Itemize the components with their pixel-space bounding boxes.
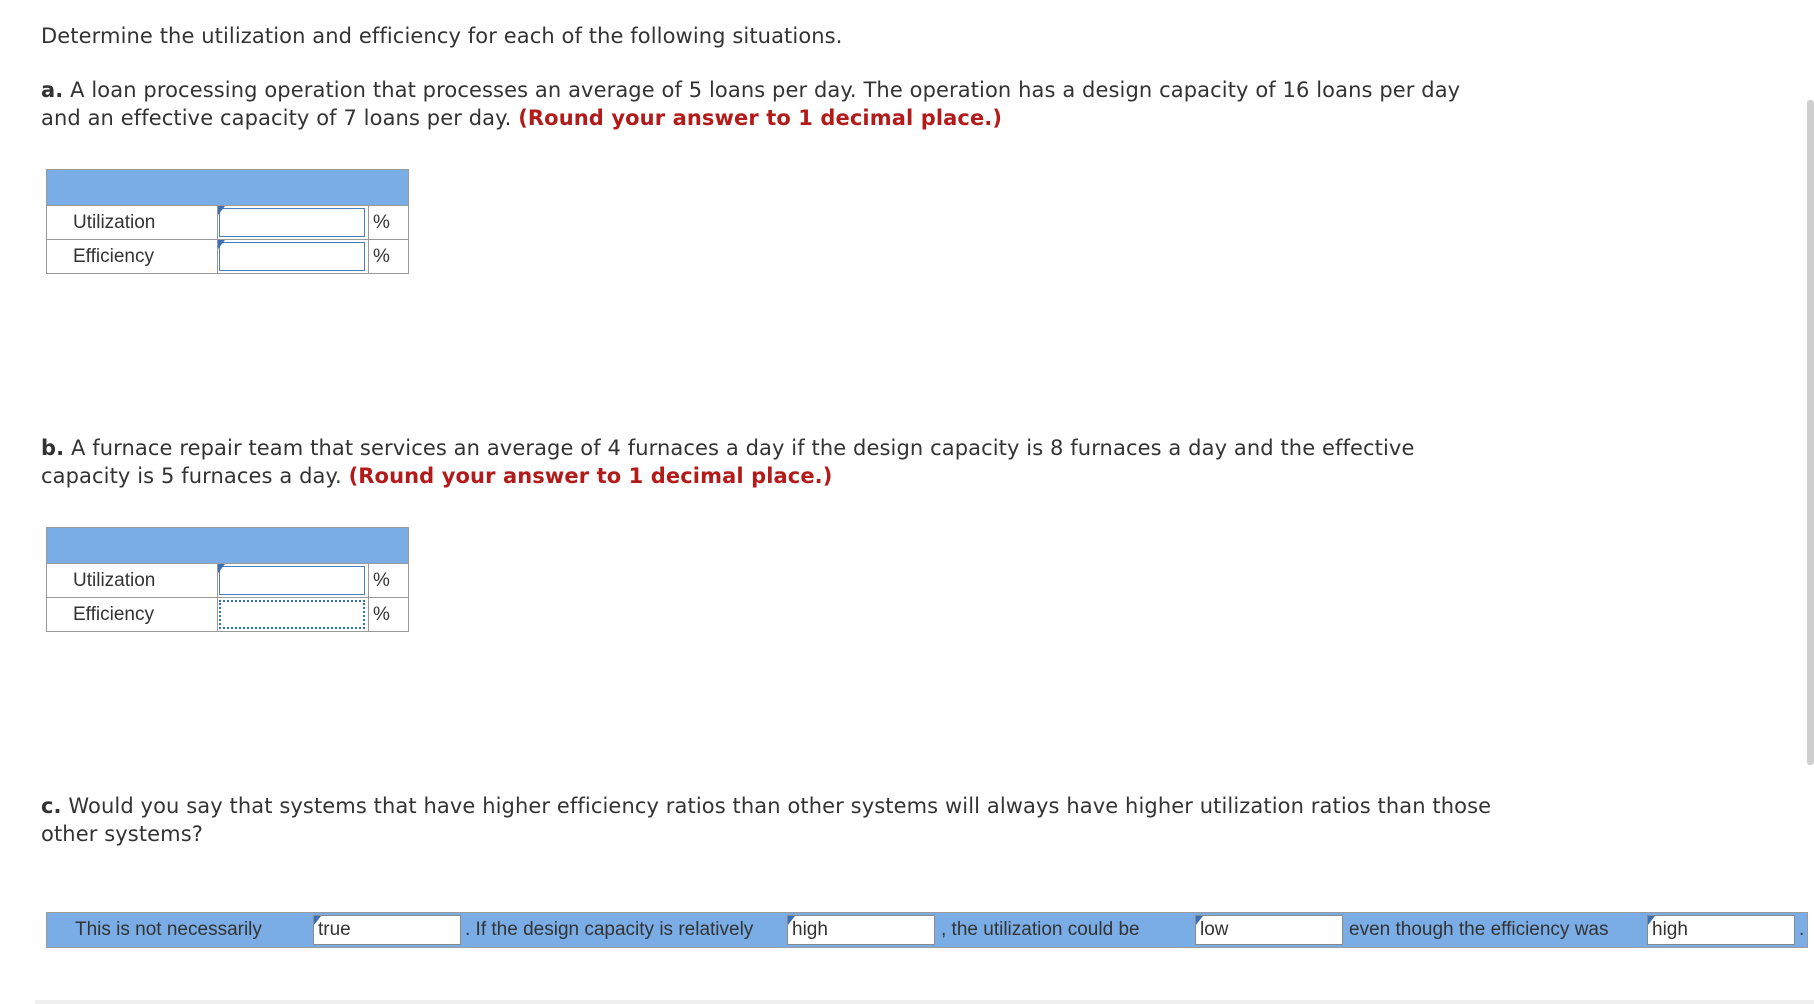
flag-icon [218, 240, 225, 249]
utilization-label: Utilization [47, 564, 218, 598]
percent-label: % [369, 598, 409, 632]
sentence-segment: . If the design capacity is relatively [465, 919, 754, 940]
sentence-segment: . [1799, 919, 1805, 940]
flag-icon [788, 916, 795, 925]
part-a-answer-table [46, 169, 409, 274]
dropdown-utilization[interactable] [1195, 915, 1343, 945]
dropdown-design-capacity[interactable] [787, 915, 935, 945]
table-header [47, 170, 409, 206]
part-a-letter: a. [41, 78, 64, 102]
table-header [47, 528, 409, 564]
sentence-segment: even though the efficiency was [1349, 919, 1609, 940]
part-b-instruction: (Round your answer to 1 decimal place.) [348, 464, 833, 488]
sentence-segment: , the utilization could be [941, 919, 1140, 940]
vertical-scrollbar[interactable] [1807, 100, 1814, 765]
dropdown-value: high [792, 919, 828, 940]
utilization-label: Utilization [47, 206, 218, 240]
dropdown-value: high [1652, 919, 1688, 940]
table-row [47, 240, 409, 274]
part-a-efficiency-input[interactable] [219, 242, 365, 271]
table-row [47, 564, 409, 598]
part-c-letter: c. [41, 794, 62, 818]
divider [35, 1000, 1814, 1004]
percent-label: % [369, 564, 409, 598]
sentence-segment: This is not necessarily [75, 919, 262, 940]
flag-icon [1196, 916, 1203, 925]
dropdown-value: true [318, 919, 351, 940]
efficiency-label: Efficiency [47, 598, 218, 632]
dropdown-efficiency[interactable] [1647, 915, 1795, 945]
efficiency-label: Efficiency [47, 240, 218, 274]
part-c-text: Would you say that systems that have higher efficiency ratios than other systems will always have higher utilization ratios than those other systems? [41, 794, 1492, 846]
percent-label: % [369, 206, 409, 240]
part-a-instruction: (Round your answer to 1 decimal place.) [518, 106, 1003, 130]
table-row [47, 598, 409, 632]
percent-label: % [369, 240, 409, 274]
part-b-question [41, 434, 1481, 490]
dropdown-true[interactable] [313, 915, 461, 945]
part-b-text: A furnace repair team that services an average of 4 furnaces a day if the design capacity is 8 furnaces a day and the effective capacity is 5 furnaces a day. [41, 436, 1415, 488]
flag-icon [218, 206, 225, 215]
dropdown-value: low [1200, 919, 1229, 940]
part-b-answer-table [46, 527, 409, 632]
table-row [47, 206, 409, 240]
part-a-utilization-input[interactable] [219, 208, 365, 237]
part-c-question [41, 792, 1501, 848]
flag-icon [218, 564, 225, 573]
intro-text: Determine the utilization and efficiency for each of the following situations. [41, 24, 843, 48]
part-b-utilization-input[interactable] [219, 566, 365, 595]
part-c-fill-in-sentence [46, 912, 1808, 948]
part-a-text: A loan processing operation that processes an average of 5 loans per day. The operation has a design capacity of 16 loans per day and an effective capacity of 7 loans per day. [41, 78, 1461, 130]
flag-icon [1648, 916, 1655, 925]
flag-icon [314, 916, 321, 925]
part-a-question [41, 76, 1481, 132]
part-b-efficiency-input[interactable] [219, 600, 365, 629]
part-b-letter: b. [41, 436, 65, 460]
